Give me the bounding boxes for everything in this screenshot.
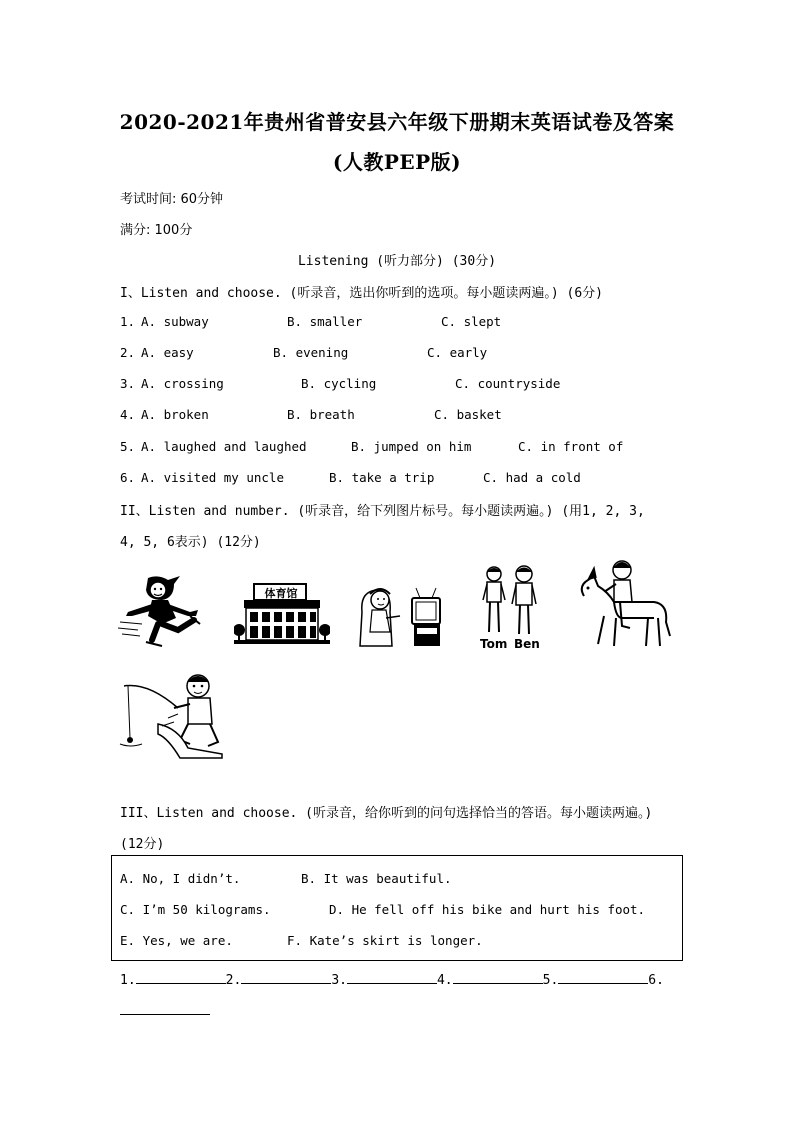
listening-header: Listening (听力部分) (30分) <box>297 254 497 269</box>
option-b: B. take a trip <box>329 470 435 485</box>
horse-riding-picture <box>574 556 674 652</box>
option-c: C. had a cold <box>483 470 581 485</box>
gym-sign-text: 体育馆 <box>264 587 298 600</box>
answer-blank[interactable] <box>136 971 226 984</box>
option-c: C. slept <box>441 314 502 329</box>
watching-tv-picture <box>356 582 446 650</box>
option-b: B. evening <box>273 345 349 360</box>
label-ben: Ben <box>514 637 540 651</box>
section2-heading-cont: 4, 5, 6表示) (12分) <box>120 535 261 550</box>
option-b: B. smaller <box>287 314 363 329</box>
option-b: B. breath <box>287 407 355 422</box>
answer-option-e: E. Yes, we are. <box>120 933 233 948</box>
item-number: 5. <box>120 439 136 454</box>
option-b: B. cycling <box>301 376 377 391</box>
blank-label: 3. <box>331 973 347 988</box>
answer-blanks-row-cont <box>120 1002 210 1019</box>
blank-label: 1. <box>120 973 136 988</box>
answer-option-b: B. It was beautiful. <box>301 871 452 886</box>
item-number: 4. <box>120 407 136 422</box>
option-a: A. laughed and laughed <box>141 439 307 454</box>
answer-blank[interactable] <box>558 971 648 984</box>
option-a: A. broken <box>141 407 209 422</box>
section3-heading: III、Listen and choose. (听录音，给你听到的问句选择恰当的答语。每小题读两遍。) <box>120 806 653 821</box>
answer-option-c: C. I’m 50 kilograms. <box>120 902 271 917</box>
option-a: A. easy <box>141 345 194 360</box>
answer-blank[interactable] <box>453 971 543 984</box>
item-number: 2. <box>120 345 136 360</box>
section1-heading: I、Listen and choose. (听录音，选出你听到的选项。每小题读两遍。) (6分) <box>120 286 603 301</box>
item-number: 6. <box>120 470 136 485</box>
page-title: 2020-2021年贵州省普安县六年级下册期末英语试卷及答案 <box>119 110 675 134</box>
page-subtitle: (人教PEP版) <box>332 150 462 174</box>
fishing-picture <box>118 668 224 760</box>
blank-label: 5. <box>542 973 559 988</box>
option-a: A. crossing <box>141 376 224 391</box>
option-c: C. basket <box>434 407 502 422</box>
item-number: 1. <box>120 314 136 329</box>
label-tom: Tom <box>480 637 508 651</box>
full-score: 满分: 100分 <box>120 223 193 238</box>
option-c: C. in front of <box>518 439 624 454</box>
blank-label: 4. <box>436 973 453 988</box>
option-c: C. early <box>427 345 488 360</box>
tom-and-ben-picture <box>478 564 542 636</box>
blank-label: 2. <box>225 973 242 988</box>
option-c: C. countryside <box>455 376 561 391</box>
skater-picture <box>118 572 204 652</box>
blank-label: 6. <box>648 973 664 988</box>
option-a: A. visited my uncle <box>141 470 284 485</box>
answer-option-a: A. No, I didn’t. <box>120 871 241 886</box>
answer-blank[interactable] <box>120 1002 210 1015</box>
answer-blank[interactable] <box>347 971 437 984</box>
answer-blank[interactable] <box>241 971 331 984</box>
section3-heading-cont: (12分) <box>120 837 165 852</box>
option-b: B. jumped on him <box>351 439 472 454</box>
exam-time: 考试时间: 60分钟 <box>120 192 224 207</box>
section2-heading: II、Listen and number. (听录音，给下列图片标号。每小题读两遍。) (用1, 2, 3, <box>120 504 645 519</box>
item-number: 3. <box>120 376 136 391</box>
answer-blanks-row <box>120 971 664 988</box>
answer-option-d: D. He fell off his bike and hurt his foot. <box>329 902 646 917</box>
option-a: A. subway <box>141 314 209 329</box>
answer-option-f: F. Kate’s skirt is longer. <box>287 933 483 948</box>
